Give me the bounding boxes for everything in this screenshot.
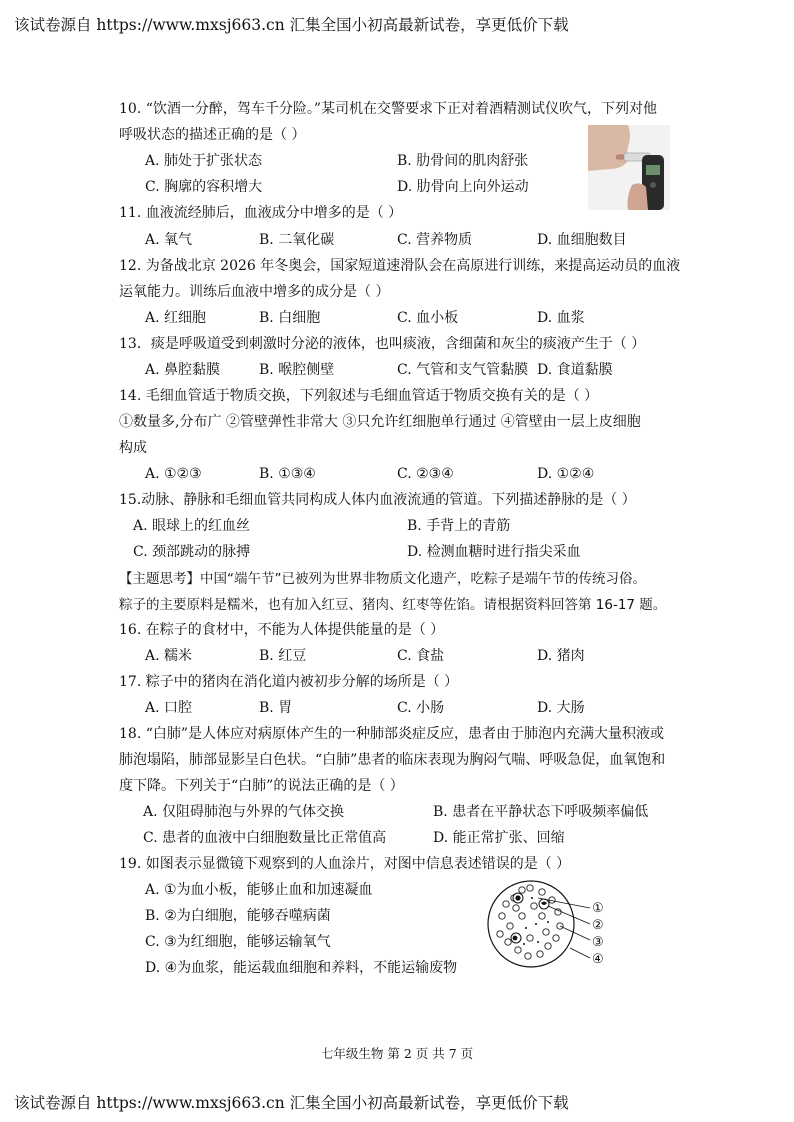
q12-option-a: A. 红细胞 — [145, 310, 207, 326]
q16-option-a: A. 糯米 — [145, 648, 193, 664]
q11-stem-line1: 11. 血液流经肺后，血液成分中增多的是（ ） — [119, 205, 403, 221]
q12-option-c: C. 血小板 — [397, 310, 459, 326]
fig-label-1: ① — [592, 901, 604, 916]
q12-stem-line1: 12. 为备战北京 2026 年冬奥会，国家短道速滑队会在高原进行训练，来提高运动员的血液 — [119, 258, 681, 274]
q10-option-d: D. 肋骨向上向外运动 — [397, 179, 529, 195]
page-footer: 七年级生物 第 2 页 共 7 页 — [320, 1046, 474, 1061]
q15-option-d: D. 检测血糖时进行指尖采血 — [407, 544, 581, 560]
q19-option-d: D. ④为血浆，能运载血细胞和养料，不能运输废物 — [145, 960, 458, 976]
q14-option-a: A. ①②③ — [145, 466, 202, 482]
topic-line1: 【主题思考】中国“端午节”已被列为世界非物质文化遗产，吃粽子是端午节的传统习俗。 — [119, 571, 646, 587]
q19-option-c: C. ③为红细胞，能够运输氧气 — [145, 934, 331, 950]
q14-stem-line1: 14. 毛细血管适于物质交换，下列叙述与毛细血管适于物质交换有关的是（ ） — [119, 388, 599, 404]
q10-stem-line1: 10. “饮酒一分醉，驾车千分险。”某司机在交警要求下正对着酒精测试仪吹气，下列对他 — [119, 101, 658, 117]
breathalyzer-photo — [588, 125, 670, 210]
q17-stem-line1: 17. 粽子中的猪肉在消化道内被初步分解的场所是（ ） — [119, 674, 459, 690]
q14-stem-line3: 构成 — [119, 440, 147, 456]
q15-option-c: C. 颈部跳动的脉搏 — [133, 544, 251, 560]
q18-stem-line2: 肺泡塌陷，肺部显影呈白色状。“白肺”患者的临床表现为胸闷气喘、呼吸急促，血氧饱和 — [119, 752, 666, 768]
q18-option-a: A. 仅阻碍肺泡与外界的气体交换 — [143, 804, 345, 820]
q12-option-d: D. 血浆 — [537, 310, 585, 326]
topic-line2: 粽子的主要原料是糯米，也有加入红豆、猪肉、红枣等佐馅。请根据资料回答第 16-17 题。 — [119, 597, 667, 613]
q11-option-b: B. 二氧化碳 — [259, 232, 335, 248]
source-banner-top: 该试卷源自 https://www.mxsj663.cn 汇集全国小初高最新试卷，享更低价下载 — [14, 16, 569, 34]
fig-label-3: ③ — [592, 935, 604, 950]
q18-stem-line1: 18. “白肺”是人体应对病原体产生的一种肺部炎症反应，患者由于肺泡内充满大量积液或 — [119, 726, 665, 742]
q15-option-b: B. 手背上的青筋 — [407, 518, 511, 534]
q19-option-b: B. ②为白细胞，能够吞噬病菌 — [145, 908, 331, 924]
q17-option-c: C. 小肠 — [397, 700, 445, 716]
q17-option-b: B. 胃 — [259, 700, 293, 716]
q16-option-c: C. 食盐 — [397, 648, 445, 664]
q12-option-b: B. 白细胞 — [259, 310, 321, 326]
q14-option-b: B. ①③④ — [259, 466, 316, 482]
fig-label-2: ② — [592, 918, 604, 933]
q12-stem-line2: 运氧能力。训练后血液中增多的成分是（ ） — [119, 284, 390, 300]
q11-option-a: A. 氧气 — [145, 232, 193, 248]
q13-option-b: B. 喉腔侧壁 — [259, 362, 335, 378]
q15-option-a: A. 眼球上的红血丝 — [133, 518, 251, 534]
q16-option-d: D. 猪肉 — [537, 648, 585, 664]
q13-stem-line1: 13．痰是呼吸道受到刺激时分泌的液体，也叫痰液，含细菌和灰尘的痰液产生于（ ） — [119, 336, 646, 352]
q10-option-c: C. 胸廓的容积增大 — [145, 179, 263, 195]
q14-option-c: C. ②③④ — [397, 466, 454, 482]
q14-stem-line2: ①数量多,分布广 ②管壁弹性非常大 ③只允许红细胞单行通过 ④管壁由一层上皮细胞 — [119, 414, 641, 430]
q13-option-a: A. 鼻腔黏膜 — [145, 362, 221, 378]
q15-stem-line1: 15.动脉、静脉和毛细血管共同构成人体内血液流通的管道。下列描述静脉的是（ ） — [119, 492, 636, 508]
q10-stem-line2: 呼吸状态的描述正确的是（ ） — [119, 127, 306, 143]
q19-option-a: A. ①为血小板，能够止血和加速凝血 — [145, 882, 373, 898]
q19-stem-line1: 19. 如图表示显微镜下观察到的人血涂片，对图中信息表述错误的是（ ） — [119, 856, 571, 872]
q10-option-a: A. 肺处于扩张状态 — [145, 153, 263, 169]
q11-option-d: D. 血细胞数目 — [537, 232, 627, 248]
q18-option-d: D. 能正常扩张、回缩 — [433, 830, 565, 846]
q18-option-c: C. 患者的血液中白细胞数量比正常值高 — [143, 830, 387, 846]
q17-option-a: A. 口腔 — [145, 700, 193, 716]
q13-option-c: C. 气管和支气管黏膜 — [397, 362, 529, 378]
fig-label-4: ④ — [592, 952, 604, 967]
q18-option-b: B. 患者在平静状态下呼吸频率偏低 — [433, 804, 649, 820]
q16-stem-line1: 16. 在粽子的食材中，不能为人体提供能量的是（ ） — [119, 622, 445, 638]
q14-option-d: D. ①②④ — [537, 466, 595, 482]
q13-option-d: D. 食道黏膜 — [537, 362, 613, 378]
q18-stem-line3: 度下降。下列关于“白肺”的说法正确的是（ ） — [119, 778, 404, 794]
q10-option-b: B. 肋骨间的肌肉舒张 — [397, 153, 529, 169]
q17-option-d: D. 大肠 — [537, 700, 585, 716]
q11-option-c: C. 营养物质 — [397, 232, 473, 248]
q16-option-b: B. 红豆 — [259, 648, 307, 664]
source-banner-bottom: 该试卷源自 https://www.mxsj663.cn 汇集全国小初高最新试卷，享更低价下载 — [14, 1094, 569, 1112]
